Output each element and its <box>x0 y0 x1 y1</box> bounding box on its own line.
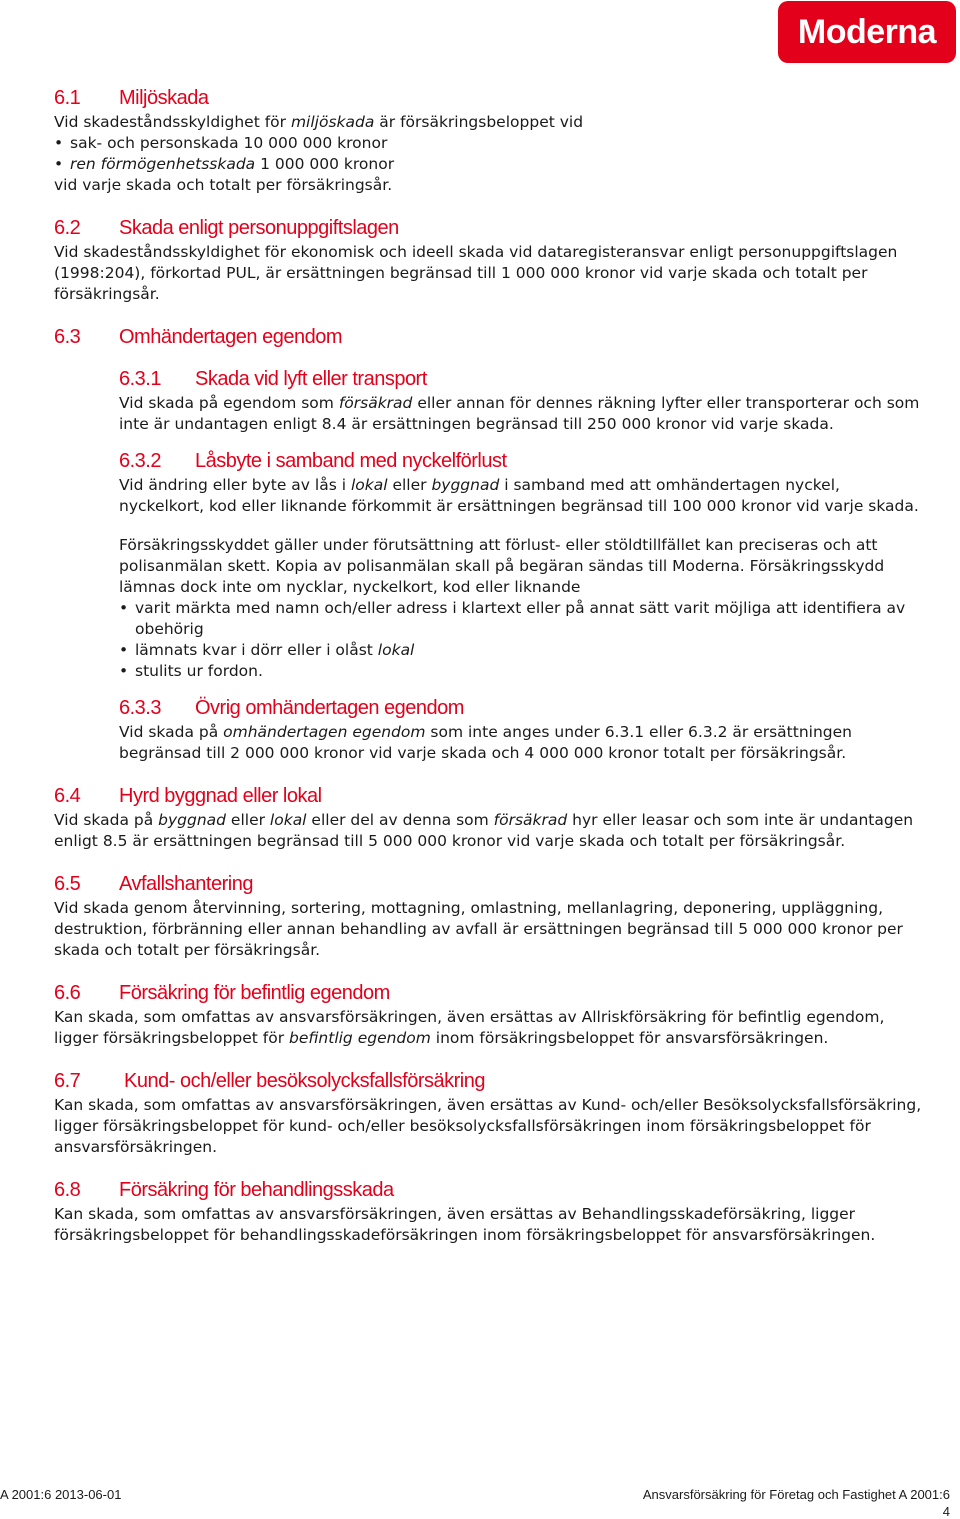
list-item: • stulits ur fordon. <box>119 661 924 682</box>
paragraph: Vid ändring eller byte av lås i lokal eller byggnad i samband med att omhändertagen nyckel, nyckelkort, kod eller liknande förkommit är ersättningen begränsad till 100 000 kronor vid varje skada. <box>119 476 919 515</box>
paragraph: Kan skada, som omfattas av ansvarsförsäkringen, även ersättas av Allriskförsäkring för befintlig egendom, ligger försäkringsbeloppet för befintlig egendom inom försäkringsbeloppet för ansvarsförsäkringen. <box>54 1008 885 1047</box>
section-6-7 <box>54 1067 924 1158</box>
section-6-8 <box>54 1176 924 1246</box>
subsection-heading <box>119 447 924 475</box>
section-title: Miljöskada <box>119 87 209 109</box>
subsection-number: 6.3.3 <box>119 697 161 719</box>
section-heading <box>54 1176 924 1204</box>
subsection-title: Övrig omhändertagen egendom <box>195 697 464 719</box>
list-item: • ren förmögenhetsskada 1 000 000 kronor <box>54 154 924 175</box>
paragraph: Kan skada, som omfattas av ansvarsförsäkringen, även ersättas av Behandlingsskadeförsäkring, ligger försäkringsbeloppet för behandlingsskadeförsäkringen inom försäkringsbeloppet för ansvarsförsäkringen. <box>54 1205 876 1244</box>
list-item: • lämnats kvar i dörr eller i olåst lokal <box>119 640 924 661</box>
section-6-2 <box>54 214 924 305</box>
section-title: Försäkring för befintlig egendom <box>119 982 390 1004</box>
section-heading <box>54 1067 924 1095</box>
section-number: 6.7 <box>54 1070 81 1092</box>
section-heading <box>54 870 924 898</box>
paragraph: Vid skada på byggnad eller lokal eller del av denna som försäkrad hyr eller leasar och som inte är undantagen enligt 8.5 är ersättningen begränsad till 5 000 000 kronor vid varje skada och totalt per försäkringsår. <box>54 811 914 850</box>
moderna-logo <box>778 1 956 63</box>
section-6-1 <box>54 84 924 196</box>
section-heading <box>54 979 924 1007</box>
section-title: Försäkring för behandlingsskada <box>119 1179 394 1201</box>
section-6-4 <box>54 782 924 852</box>
subsection-heading <box>119 694 924 722</box>
paragraph: Kan skada, som omfattas av ansvarsförsäkringen, även ersättas av Kund- och/eller Besöksolycksfallsförsäkring, ligger försäkringsbeloppet för kund- och/eller besöksolycksfallsförsäkringen inom försäkringsbeloppet för ansvarsförsäkringen. <box>54 1096 922 1156</box>
paragraph: Vid skada på omhändertagen egendom som inte anges under 6.3.1 eller 6.3.2 är ersättningen begränsad till 2 000 000 kronor vid varje skada och 4 000 000 kronor totalt per försäkringsår. <box>119 723 852 762</box>
subsection-title: Skada vid lyft eller transport <box>195 368 427 390</box>
document-body <box>54 84 924 1264</box>
subsection-heading <box>119 365 924 393</box>
section-number: 6.8 <box>54 1179 81 1201</box>
subsection-number: 6.3.2 <box>119 450 161 472</box>
section-title: Skada enligt personuppgiftslagen <box>119 217 399 239</box>
section-title: Kund- och/eller besöksolycksfallsförsäkring <box>119 1070 485 1092</box>
section-number: 6.3 <box>54 326 81 348</box>
paragraph: Vid skada på egendom som försäkrad eller annan för dennes räkning lyfter eller transporterar och som inte är undantagen enligt 8.4 är ersättningen begränsad till 250 000 kronor vid varje skada. <box>119 394 920 433</box>
section-6-3 <box>54 323 924 764</box>
list-item: • varit märkta med namn och/eller adress i klartext eller på annat sätt varit möjliga att identifiera av obehörig <box>119 598 924 640</box>
footer-document-title: Ansvarsförsäkring för Företag och Fastighet A 2001:6 <box>642 1487 950 1502</box>
section-6-5 <box>54 870 924 961</box>
section-heading <box>54 214 924 242</box>
logo-text: Moderna <box>797 12 937 51</box>
section-number: 6.6 <box>54 982 81 1004</box>
paragraph: Vid skada genom återvinning, sortering, mottagning, omlastning, mellanlagring, deponering, uppläggning, destruktion, förbränning eller annan behandling av avfall är ersättningen begränsad till 5 000 000 kronor per skada och totalt per försäkringsår. <box>54 899 903 959</box>
subsections <box>119 365 924 764</box>
footer-document-id: A 2001:6 2013-06-01 <box>0 1487 122 1502</box>
section-number: 6.2 <box>54 217 81 239</box>
section-heading <box>54 84 924 112</box>
section-title: Avfallshantering <box>119 873 253 895</box>
paragraph: vid varje skada och totalt per försäkringsår. <box>54 176 393 194</box>
section-title: Hyrd byggnad eller lokal <box>119 785 322 807</box>
section-6-3-2 <box>119 447 924 682</box>
section-number: 6.5 <box>54 873 81 895</box>
paragraph: Försäkringsskyddet gäller under förutsättning att förlust- eller stöldtillfället kan preciseras och att polisanmälan skett. Kopia av polisanmälan skall på begäran sändas till Moderna. Försäkringsskydd lämnas dock inte om nycklar, nyckelkort, kod eller liknande <box>119 536 885 596</box>
section-6-6 <box>54 979 924 1049</box>
section-heading <box>54 323 924 351</box>
subsection-title: Låsbyte i samband med nyckelförlust <box>195 450 507 472</box>
section-6-3-3 <box>119 694 924 764</box>
section-title: Omhändertagen egendom <box>119 326 342 348</box>
section-heading <box>54 782 924 810</box>
bullet-list <box>119 598 924 682</box>
page-number: 4 <box>942 1504 950 1519</box>
bullet-list <box>54 133 924 175</box>
paragraph: Vid skadeståndsskyldighet för miljöskada är försäkringsbeloppet vid <box>54 113 584 131</box>
section-number: 6.1 <box>54 87 81 109</box>
section-6-3-1 <box>119 365 924 435</box>
section-number: 6.4 <box>54 785 81 807</box>
subsection-number: 6.3.1 <box>119 368 161 390</box>
paragraph: Vid skadeståndsskyldighet för ekonomisk och ideell skada vid dataregisteransvar enligt personuppgiftslagen (1998:204), förkortad PUL, är ersättningen begränsad till 1 000 000 kronor vid varje skada och totalt per försäkringsår. <box>54 243 898 303</box>
list-item: • sak- och personskada 10 000 000 kronor <box>54 133 924 154</box>
